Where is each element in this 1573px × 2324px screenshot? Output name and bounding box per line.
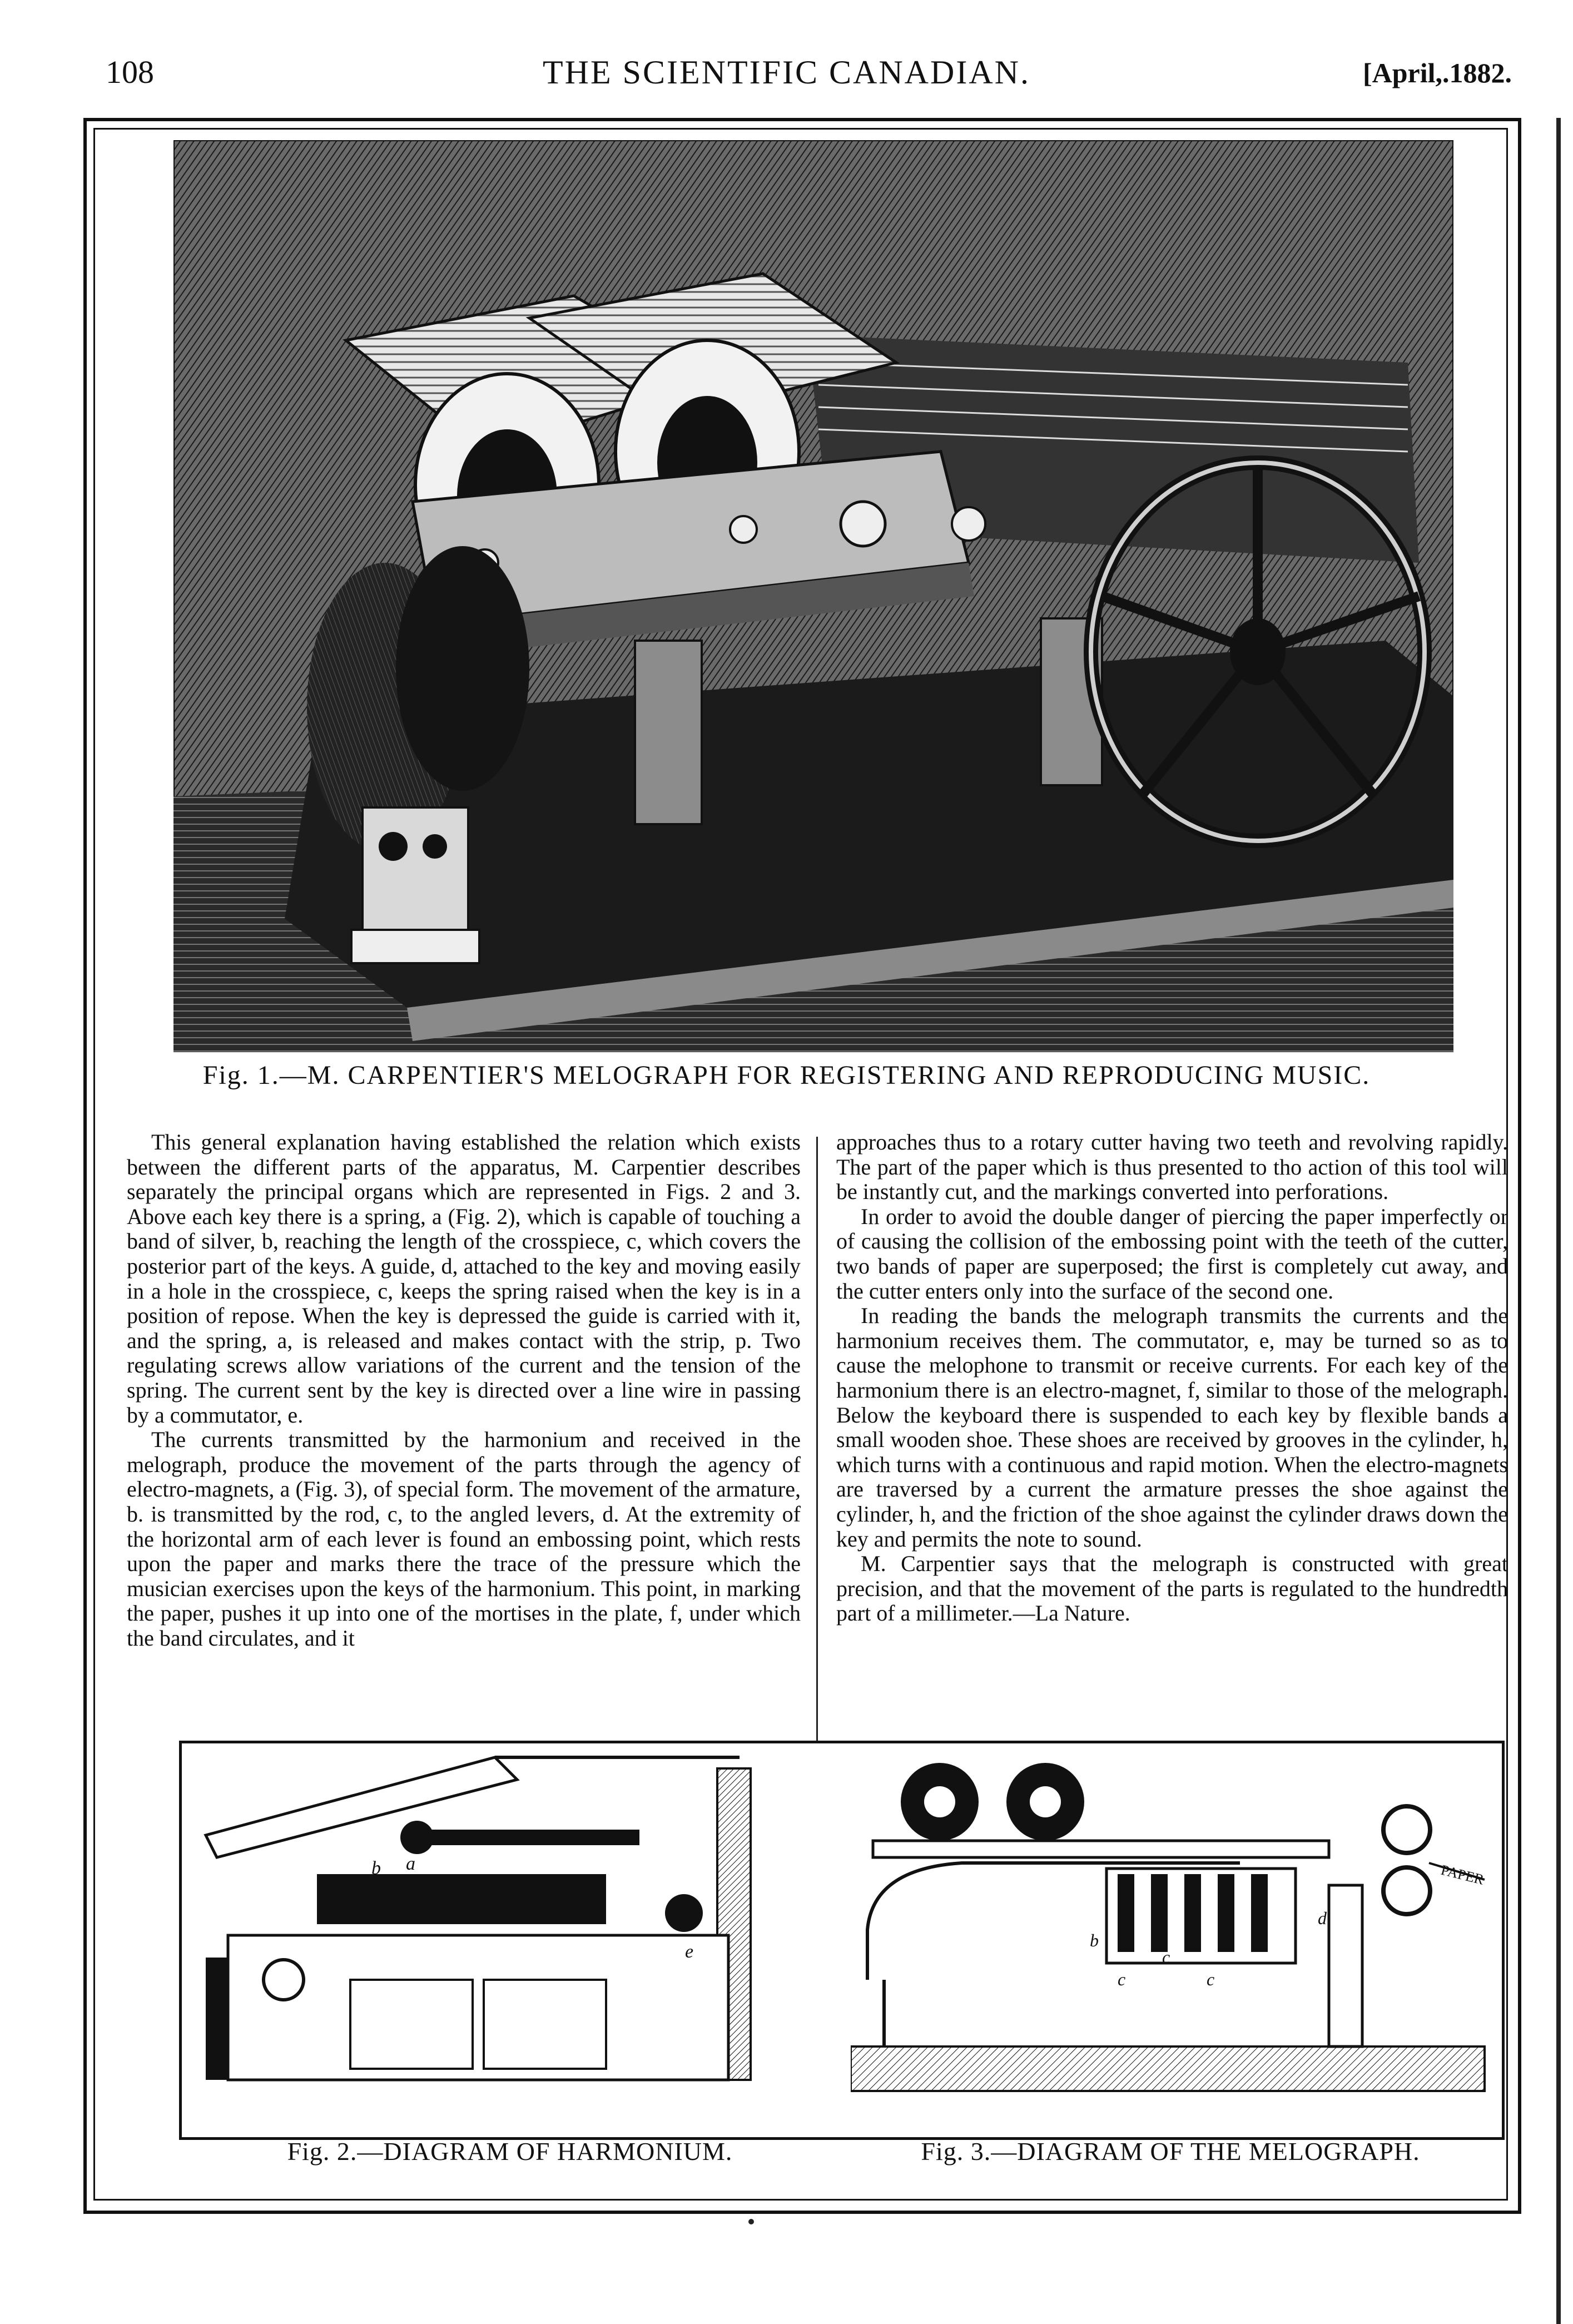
harmonium-label-b: b — [371, 1858, 381, 1879]
paper-arrow-label: PAPER — [1439, 1861, 1486, 1888]
page-number: 108 — [106, 54, 154, 90]
binding-edge — [1556, 118, 1561, 2324]
article-paragraph: M. Carpentier says that the melograph is constructed with great precision, and that the movement of the parts is regulated to the hundredth part of a millimeter.—La Nature. — [836, 1551, 1508, 1626]
journal-title: THE SCIENTIFIC CANADIAN. — [543, 54, 1030, 91]
article-paragraph: This general explanation having established the relation which exists between the different parts of the apparatus, M. Carpentier describes separately the principal organs which are represented in Figs. 2 and 3. Above each key there is a spring, a (Fig. 2), which is capable of touching a band of silver, b, reaching the length of the crosspiece, c, which covers the posterior part of the keys. A guide, d, attached to the key and moving easily in a hole in the crosspiece, c, keeps the spring raised when the key is in a position of repose. When the key is depressed the guide is carried with it, and the spring, a, is released and makes contact with the strip, p. Two regulating screws allow variations of the current and the tension of the spring. The current sent by the key is directed over a line wire in passing by a commutator, e. — [127, 1129, 801, 1428]
melograph-label-c: c — [1162, 1947, 1170, 1967]
figure-1-caption: Fig. 1.—M. CARPENTIER'S MELOGRAPH FOR REGISTERING AND REPRODUCING MUSIC. — [202, 1061, 1371, 1090]
printer-mark — [748, 2219, 754, 2224]
harmonium-label-a: a — [406, 1854, 415, 1874]
melograph-label-d: d — [1318, 1908, 1327, 1928]
article-paragraph: The currents transmitted by the harmonium and received in the melograph, produce the movement of the parts through the agency of electro-magnets, a (Fig. 3), of special form. The movement of the armature, b. is transmitted by the rod, c, to the angled levers, d. At the extremity of the horizontal arm of each lever is found an embossing point, which rests upon the paper and marks there the trace of the pressure which the musician exercises upon the keys of the harmonium. This point, in marking the paper, pushes it up into one of the mortises in the plate, f, under which the band circulates, and it — [127, 1427, 801, 1651]
harmonium-diagram — [183, 1746, 823, 2102]
melograph-engraving — [173, 140, 1453, 1052]
page-header — [0, 53, 1573, 98]
melograph-label-b: b — [1090, 1930, 1099, 1950]
article-paragraph: In reading the bands the melograph transmits the currents and the harmonium receives them. The commutator, e, may be turned so as to cause the melophone to transmit or receive currents. For each key of the harmonium there is an electro-magnet, f, similar to those of the melograph. Below the keyboard there is suspended to each key by flexible bands a small wooden shoe. These shoes are received by grooves in the cylinder, h, which turns with a continuous and rapid motion. When the electro-magnets are traversed by a current the armature presses the shoe against the cylinder, h, and the friction of the shoe against the cylinder draws down the key and permits the note to sound. — [836, 1303, 1508, 1552]
figure-3-caption: Fig. 3.—DIAGRAM OF THE MELOGRAPH. — [921, 2137, 1420, 2166]
melograph-label-c: c — [1118, 1969, 1126, 1989]
article-column-left — [127, 1130, 801, 1651]
melograph-diagram — [851, 1746, 1496, 2102]
article-column-right — [836, 1130, 1508, 1626]
issue-date: [April,.1882. — [1362, 57, 1512, 88]
melograph-label-c: c — [1207, 1969, 1215, 1989]
harmonium-label-e: e — [685, 1941, 694, 1962]
figure-2-caption: Fig. 2.—DIAGRAM OF HARMONIUM. — [287, 2137, 733, 2166]
article-paragraph: In order to avoid the double danger of piercing the paper imperfectly or of causing the collision of the embossing point with the teeth of the cutter, two bands of paper are superposed; the first is completely cut away, and the cutter enters only into the surface of the second one. — [836, 1203, 1508, 1304]
harmonium-label-c: c — [506, 1897, 515, 1917]
article-paragraph: approaches thus to a rotary cutter having two teeth and revolving rapidly. The part of the paper which is thus presented to tho action of this tool will be instantly cut, and the markings converted into perforations. — [836, 1129, 1508, 1205]
